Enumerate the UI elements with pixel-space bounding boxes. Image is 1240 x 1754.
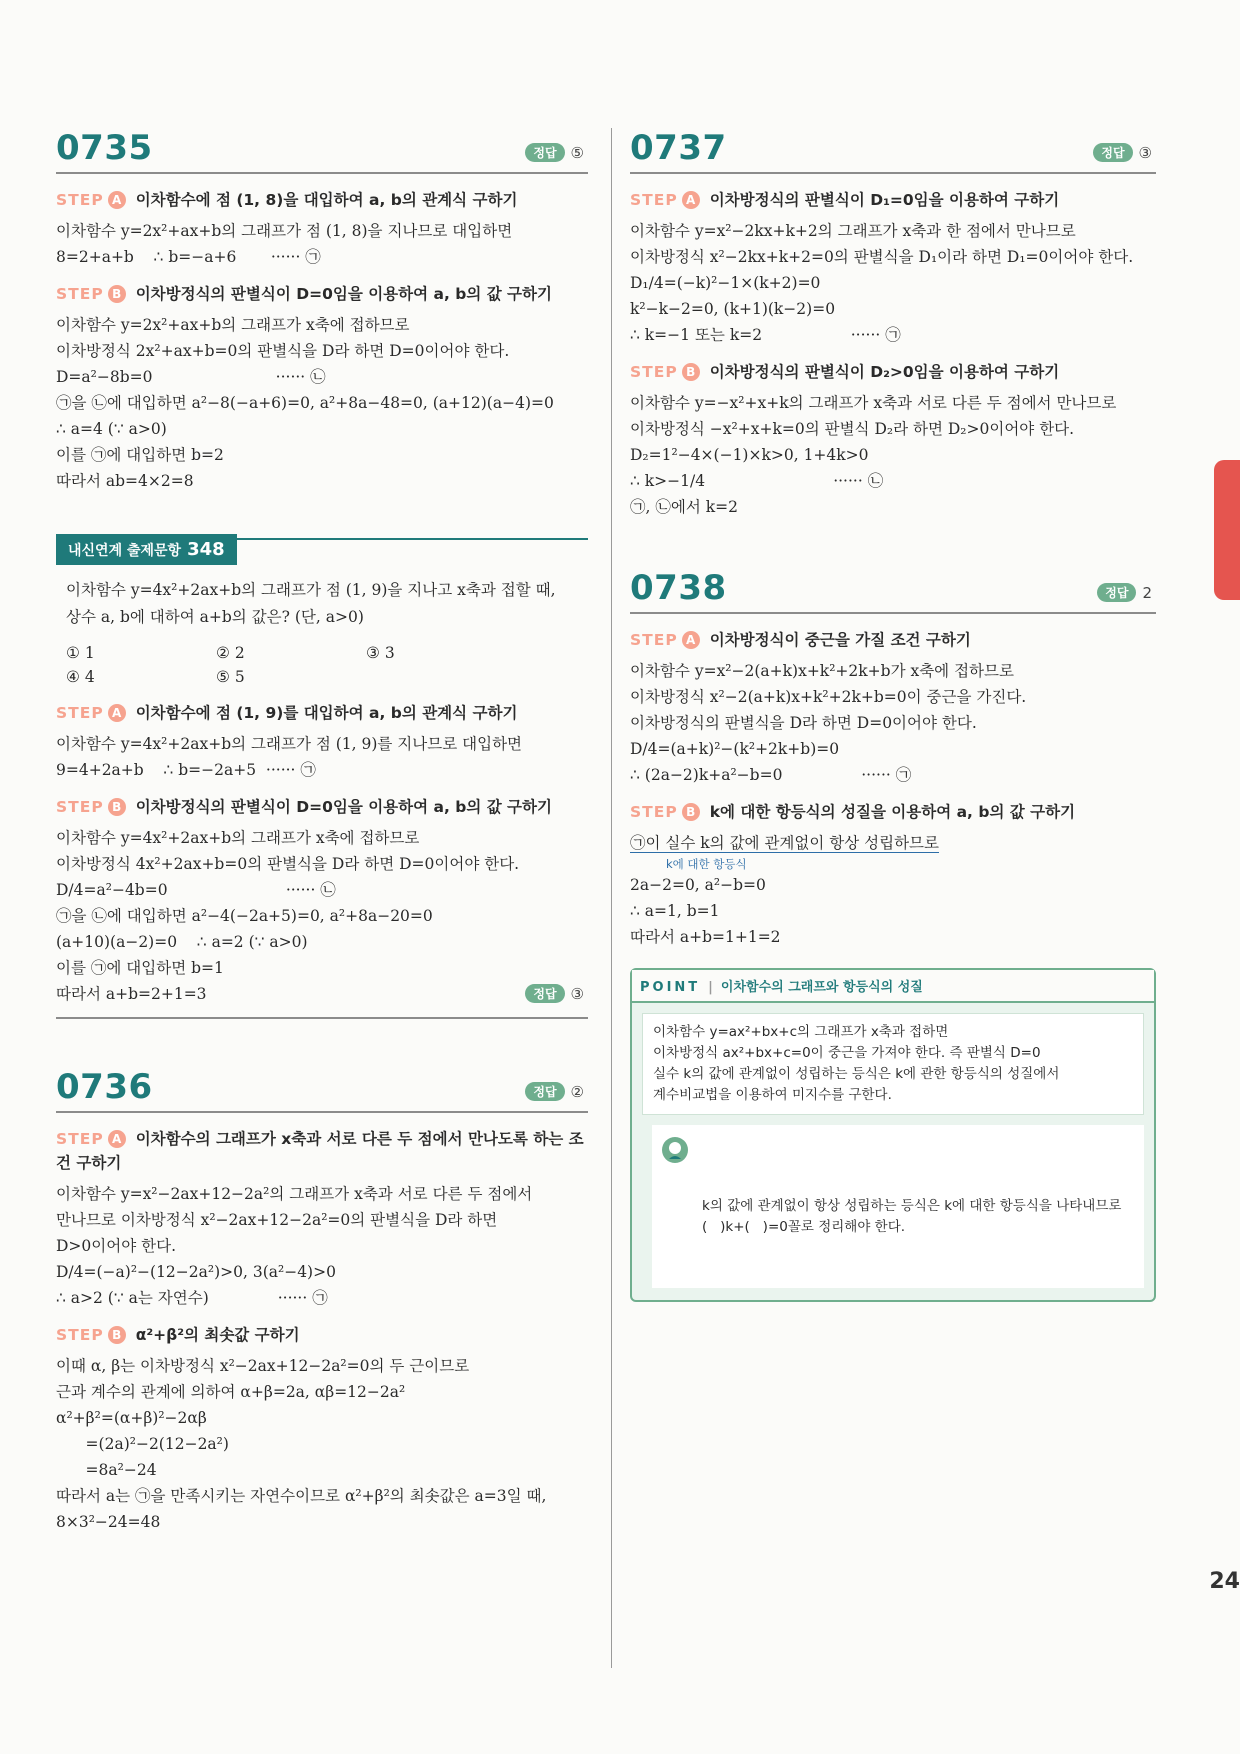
point-header: POINT | 이차함수의 그래프와 항등식의 성질 [632,970,1154,1003]
answer-value: ⑤ [570,144,584,162]
left-column [56,120,588,1535]
problem-0737-header [630,120,1156,174]
problem-number: 0738 [630,568,727,608]
solution-line: 따라서 a+b=2+1=3 [56,985,207,1003]
related-final [56,981,588,1019]
choice: ④ 4 [66,668,95,686]
step-b-heading: STEP B k에 대한 항등식의 성질을 이용하여 a, b의 값 구하기 [630,803,1076,821]
choice: ① 1 [66,644,95,662]
solution-line: 2a−2=0, a²−b=0 [630,876,766,894]
solution-line: 이차방정식의 판별식을 D라 하면 D=0이어야 한다. [630,714,977,732]
solution-line: ㉠을 ㉡에 대입하면 a²−4(−2a+5)=0, a²+8a−20=0 [56,907,433,925]
solution-line: 8×3²−24=48 [56,1513,161,1531]
solution-line: 이차방정식 x²−2kx+k+2=0의 판별식을 D₁이라 하면 D₁=0이어야 한다. [630,248,1134,266]
step-a-heading: STEP A 이차함수에 점 (1, 9)를 대입하여 a, b의 관계식 구하기 [56,704,518,722]
column-divider [611,128,612,1668]
solution-line: 이를 ㉠에 대입하면 b=1 [56,959,224,977]
solution-line: ∴ a>2 (∵ a는 자연수) ······ ㉠ [56,1289,328,1307]
solution-line: 이차함수 y=x²−2ax+12−2a²의 그래프가 x축과 서로 다른 두 점에서 [56,1185,533,1203]
solution-line: k²−k−2=0, (k+1)(k−2)=0 [630,300,836,318]
problem-0736-header [56,1059,588,1113]
solution-line: ∴ a=1, b=1 [630,902,720,920]
problem-0735-header [56,120,588,174]
solution-line: 따라서 ab=4×2=8 [56,472,194,490]
point-tip: k의 값에 관계없이 항상 성립하는 등식은 k에 대한 항등식을 나타내므로 ( )k+( )=0꼴로 정리해야 한다. [652,1125,1144,1288]
solution-line: D=a²−8b=0 ······ ㉡ [56,368,326,386]
solution-line: 이차방정식 4x²+2ax+b=0의 판별식을 D라 하면 D=0이어야 한다. [56,855,520,873]
solution-line: 이차함수 y=2x²+ax+b의 그래프가 x축에 접하므로 [56,316,410,334]
solution-line: 이차함수 y=x²−2(a+k)x+k²+2k+b가 x축에 접하므로 [630,662,1014,680]
solution-line: α²+β²=(α+β)²−2αβ [56,1409,207,1427]
problem-number: 0737 [630,128,727,168]
solution-line: ∴ k>−1/4 ······ ㉡ [630,472,884,490]
answer-box [525,143,584,162]
step-a-heading: STEP A 이차방정식이 중근을 가질 조건 구하기 [630,631,971,649]
step-b-heading: STEP B 이차방정식의 판별식이 D=0임을 이용하여 a, b의 값 구하기 [56,285,552,303]
solution-line: 만나므로 이차방정식 x²−2ax+12−2a²=0의 판별식을 D라 하면 [56,1211,498,1229]
solution-line: 이차함수 y=2x²+ax+b의 그래프가 점 (1, 8)을 지나므로 대입하면 [56,222,513,240]
solution-line: 이차함수 y=4x²+2ax+b의 그래프가 점 (1, 9)를 지나므로 대입하면 [56,735,523,753]
solution-line: ㉠을 ㉡에 대입하면 a²−8(−a+6)=0, a²+8a−48=0, (a+12)(a−4)=0 [56,394,554,412]
solution-line: ∴ (2a−2)k+a²−b=0 ······ ㉠ [630,766,912,784]
related-problem [56,534,588,1019]
solution-line: 이차함수 y=−x²+x+k의 그래프가 x축과 서로 다른 두 점에서 만나므로 [630,394,1117,412]
answer-box: 정답 2 [1097,583,1152,602]
solution-line: ㉠, ㉡에서 k=2 [630,498,738,516]
solution-line: 9=4+2a+b ∴ b=−2a+5 ······ ㉠ [56,761,316,779]
solution-line: 이차방정식 2x²+ax+b=0의 판별식을 D라 하면 D=0이어야 한다. [56,342,510,360]
step-b-heading: STEP B 이차방정식의 판별식이 D=0임을 이용하여 a, b의 값 구하기 [56,798,552,816]
solution-line: D/4=a²−4b=0 ······ ㉡ [56,881,336,899]
point-body: 이차함수 y=ax²+bx+c의 그래프가 x축과 접하면 이차방정식 ax²+bx+c=0이 중근을 가져야 한다. 즉 판별식 D=0 실수 k의 값에 관계없이 성립하는 등식은 k에 관한 항등식의 성질에서 계수비교법을 이용하여 미지수를 구한다. [642,1013,1144,1115]
related-title: 내신연계 출제문항 348 [56,534,237,565]
solution-line: ∴ a=4 (∵ a>0) [56,420,167,438]
choice: ③ 3 [366,644,395,662]
right-column [630,120,1156,1302]
solution-line: D₂=1²−4×(−1)×k>0, 1+4k>0 [630,446,869,464]
step-a-heading: STEP A 이차함수의 그래프가 x축과 서로 다른 두 점에서 만나도록 하는 조건 구하기 [56,1130,584,1172]
solution-line: 이를 ㉠에 대입하면 b=2 [56,446,224,464]
solution-line: D₁/4=(−k)²−1×(k+2)=0 [630,274,821,292]
related-question: 이차함수 y=4x²+2ax+b의 그래프가 점 (1, 9)을 지나고 x축과 접할 때, 상수 a, b에 대하여 a+b의 값은? (단, a>0) [66,581,556,626]
annotation-note: k에 대한 항등식 [666,857,747,871]
point-box [630,968,1156,1302]
solution-line: 이때 α, β는 이차방정식 x²−2ax+12−2a²=0의 두 근이므로 [56,1357,470,1375]
step-b-heading: STEP B 이차방정식의 판별식이 D₂>0임을 이용하여 구하기 [630,363,1060,381]
step-b-heading: STEP B α²+β²의 최솟값 구하기 [56,1326,300,1344]
answer-box: 정답 ③ [1093,143,1152,162]
step-a-heading: STEP A 이차함수에 점 (1, 8)을 대입하여 a, b의 관계식 구하기 [56,191,518,209]
solution-line: 따라서 a는 ㉠을 만족시키는 자연수이므로 α²+β²의 최솟값은 a=3일 때, [56,1487,547,1505]
solution-line: (a+10)(a−2)=0 ∴ a=2 (∵ a>0) [56,933,308,951]
page-number: 24 [1209,1569,1240,1594]
solution-line: D>0이어야 한다. [56,1237,176,1255]
solution-line: 따라서 a+b=1+1=2 [630,928,781,946]
answer-tag: 정답 [525,143,564,162]
solution-line: =8a²−24 [56,1461,157,1479]
mascot-icon [660,1135,690,1165]
solution-line: D/4=(a+k)²−(k²+2k+b)=0 [630,740,840,758]
solution-line: ∴ k=−1 또는 k=2 ······ ㉠ [630,326,901,344]
step-a-heading: STEP A 이차방정식의 판별식이 D₁=0임을 이용하여 구하기 [630,191,1060,209]
solution-line: 이차함수 y=x²−2kx+k+2의 그래프가 x축과 한 점에서 만나므로 [630,222,1076,240]
solution-line: 이차방정식 x²−2(a+k)x+k²+2k+b=0이 중근을 가진다. [630,688,1027,706]
answer-box: 정답 ③ [525,984,584,1003]
solution-line: D/4=(−a)²−(12−2a²)>0, 3(a²−4)>0 [56,1263,336,1281]
solution-line: 8=2+a+b ∴ b=−a+6 ······ ㉠ [56,248,321,266]
problem-number: 0735 [56,128,153,168]
problem-number: 0736 [56,1067,153,1107]
choices [66,641,588,689]
chapter-tab [1214,460,1240,600]
solution-line: 근과 계수의 관계에 의하여 α+β=2a, αβ=12−2a² [56,1383,406,1401]
solution-line: =(2a)²−2(12−2a²) [56,1435,229,1453]
solution-line: ㉠이 실수 k의 값에 관계없이 항상 성립하므로 [630,834,939,852]
problem-0738-header [630,560,1156,614]
choice: ⑤ 5 [216,668,245,686]
solution-line: 이차방정식 −x²+x+k=0의 판별식 D₂라 하면 D₂>0이어야 한다. [630,420,1075,438]
answer-box: 정답 ② [525,1082,584,1101]
choice: ② 2 [216,644,245,662]
solution-line: 이차함수 y=4x²+2ax+b의 그래프가 x축에 접하므로 [56,829,420,847]
